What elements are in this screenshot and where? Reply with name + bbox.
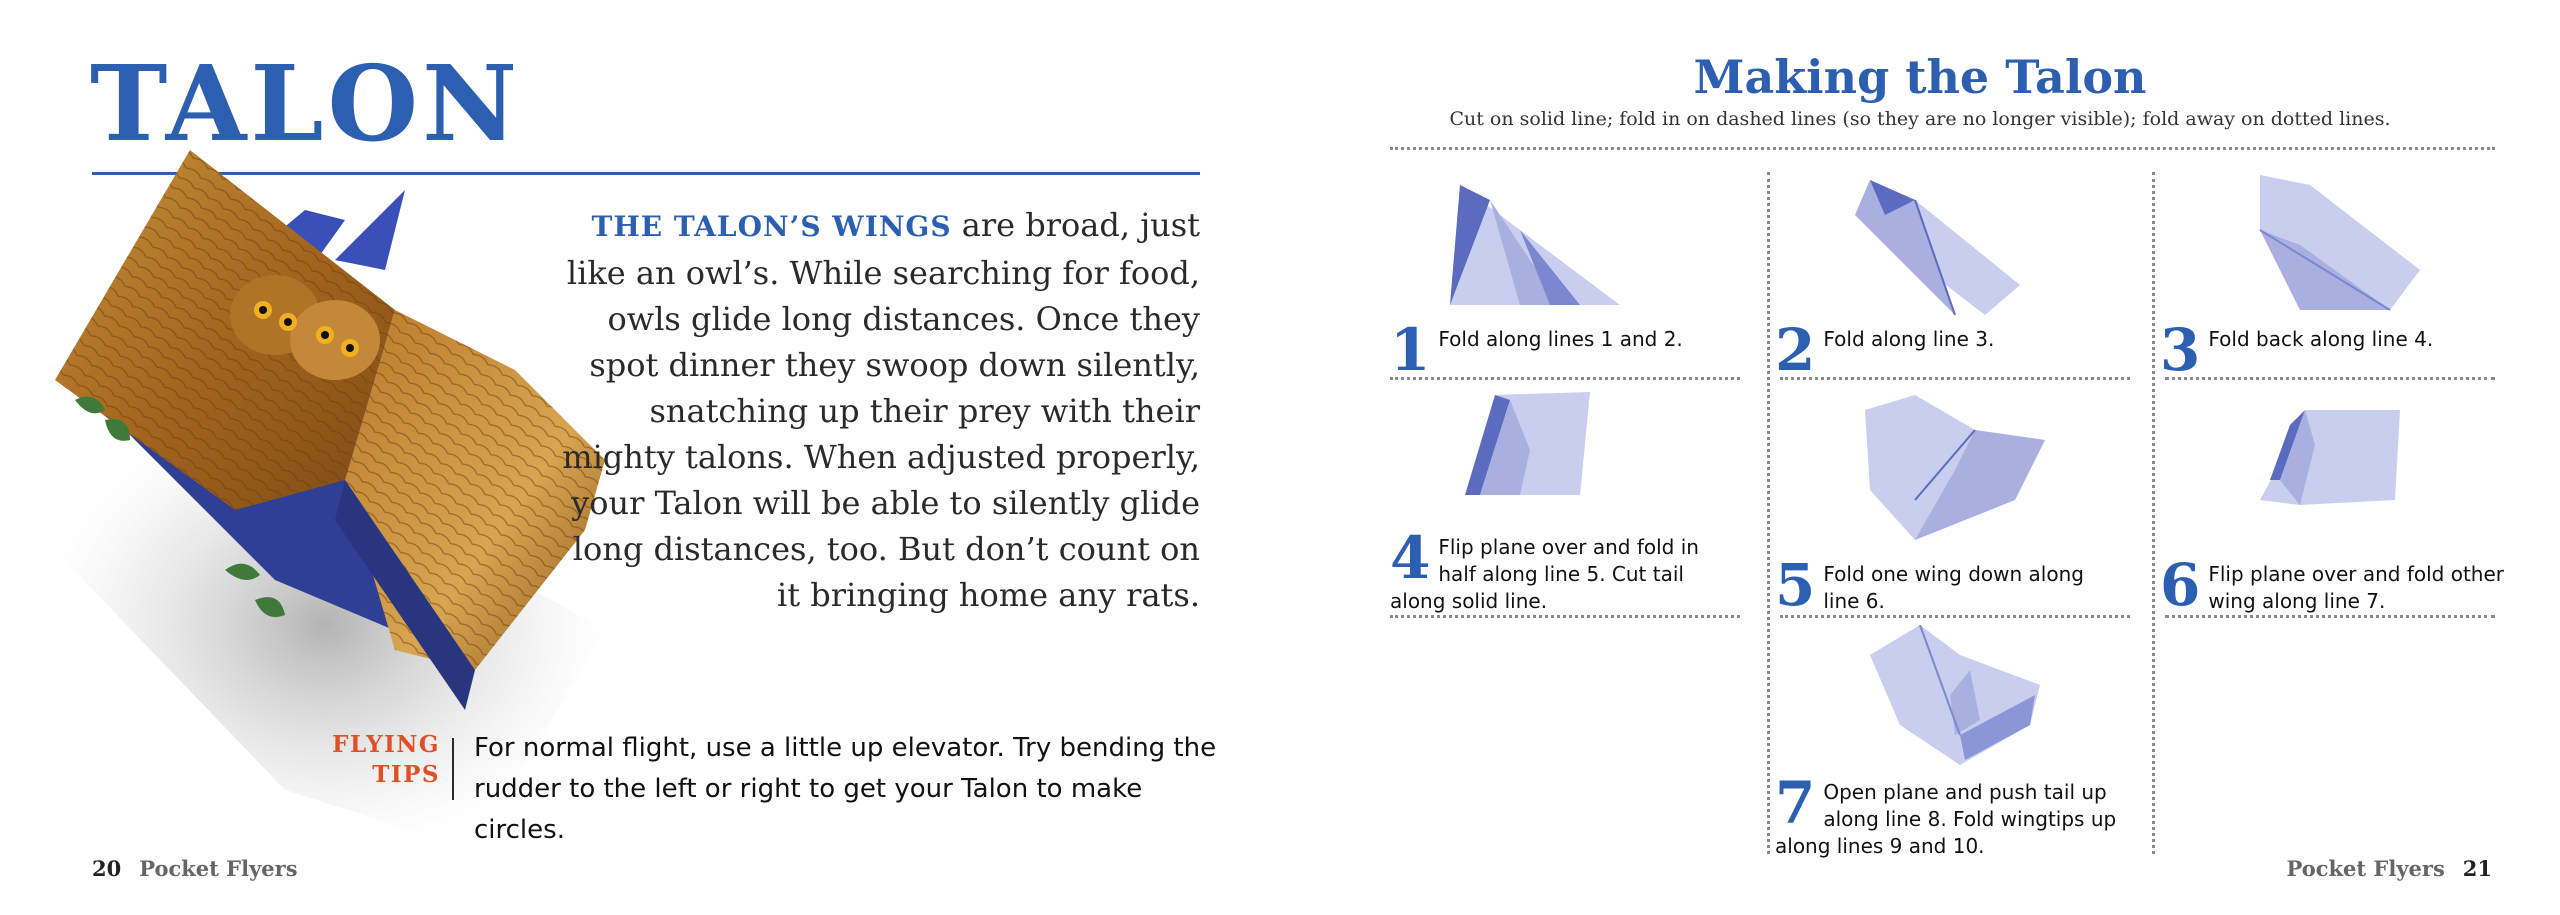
page-number-right: 21 <box>2462 856 2492 881</box>
step-text <box>1775 316 2120 384</box>
intro-paragraph <box>560 202 1200 618</box>
intro-lead: THE TALON’S WINGS <box>591 210 952 243</box>
step-description: Open plane and push tail up along line 8. Fold wingtips up along lines 9 and 10. <box>1775 780 2117 858</box>
step-number: 3 <box>2160 316 2201 384</box>
row-divider <box>1390 615 1740 618</box>
step-number: 5 <box>1775 551 1816 619</box>
step-text <box>1775 551 2120 619</box>
instructions-title: Making the Talon <box>1693 50 2147 104</box>
step-3 <box>2160 150 2510 384</box>
tips-divider <box>452 738 454 800</box>
column-divider-2 <box>2152 172 2155 854</box>
book-title-left: Pocket Flyers <box>139 856 298 881</box>
page-number-left: 20 <box>92 856 122 881</box>
step-text <box>2160 551 2505 619</box>
step-4 <box>1390 385 1740 615</box>
row-divider <box>1780 615 2130 618</box>
step-description: Fold one wing down along line 6. <box>1823 562 2084 613</box>
row-divider <box>2165 615 2495 618</box>
step-number: 2 <box>1775 316 1816 384</box>
step-text <box>1390 316 1735 384</box>
flying-tips-text: For normal flight, use a little up elevator. Try bending the rudder to the left or right to get your Talon to make circles. <box>474 733 1217 845</box>
step-2 <box>1775 150 2125 384</box>
step-number: 4 <box>1390 524 1431 592</box>
intro-body: are broad, just like an owl’s. While searching for food, owls glide long distances. Once they spot dinner they swoop down silently, snatching up their prey with their mighty talons. When adjusted properly, your Talon will be able to silently glide long distances, too. But don’t count on it bringing home any rats. <box>562 206 1200 614</box>
step-description: Flip plane over and fold other wing along line 7. <box>2208 562 2504 613</box>
step-6 <box>2160 385 2510 619</box>
flying-tips-label-line1: FLYING <box>332 731 440 758</box>
step-number: 7 <box>1775 769 1816 837</box>
page-title: TALON <box>90 42 522 165</box>
folded-plane-diagram <box>2240 170 2440 315</box>
book-title-right: Pocket Flyers <box>2286 856 2445 881</box>
flying-tips-label <box>320 730 440 790</box>
folded-plane-diagram <box>2250 405 2410 515</box>
footer-right <box>2286 856 2492 881</box>
right-page <box>1280 0 2560 915</box>
folded-plane-diagram <box>1855 390 2055 540</box>
folded-plane-diagram <box>1860 625 2050 765</box>
column-divider-1 <box>1767 172 1770 854</box>
footer-left <box>92 856 298 881</box>
folded-plane-diagram <box>1845 175 2045 315</box>
step-description: Fold back along line 4. <box>2208 327 2434 351</box>
step-5 <box>1775 385 2125 619</box>
step-description: Fold along line 3. <box>1823 327 1995 351</box>
folded-plane-diagram <box>1460 390 1610 500</box>
step-description: Fold along lines 1 and 2. <box>1438 327 1683 351</box>
instructions-subtitle: Cut on solid line; fold in on dashed lines (so they are no longer visible); fold away on dotted lines. <box>1449 108 2391 130</box>
flying-tips-label-line2: TIPS <box>372 761 440 788</box>
step-number: 1 <box>1390 316 1431 384</box>
step-1 <box>1390 150 1740 384</box>
step-number: 6 <box>2160 551 2201 619</box>
step-text <box>1775 769 2120 860</box>
step-description: Flip plane over and fold in half along line 5. Cut tail along solid line. <box>1390 535 1699 613</box>
step-text <box>2160 316 2505 384</box>
step-text <box>1390 524 1735 615</box>
folded-plane-diagram <box>1430 175 1630 315</box>
step-7 <box>1775 620 2125 860</box>
